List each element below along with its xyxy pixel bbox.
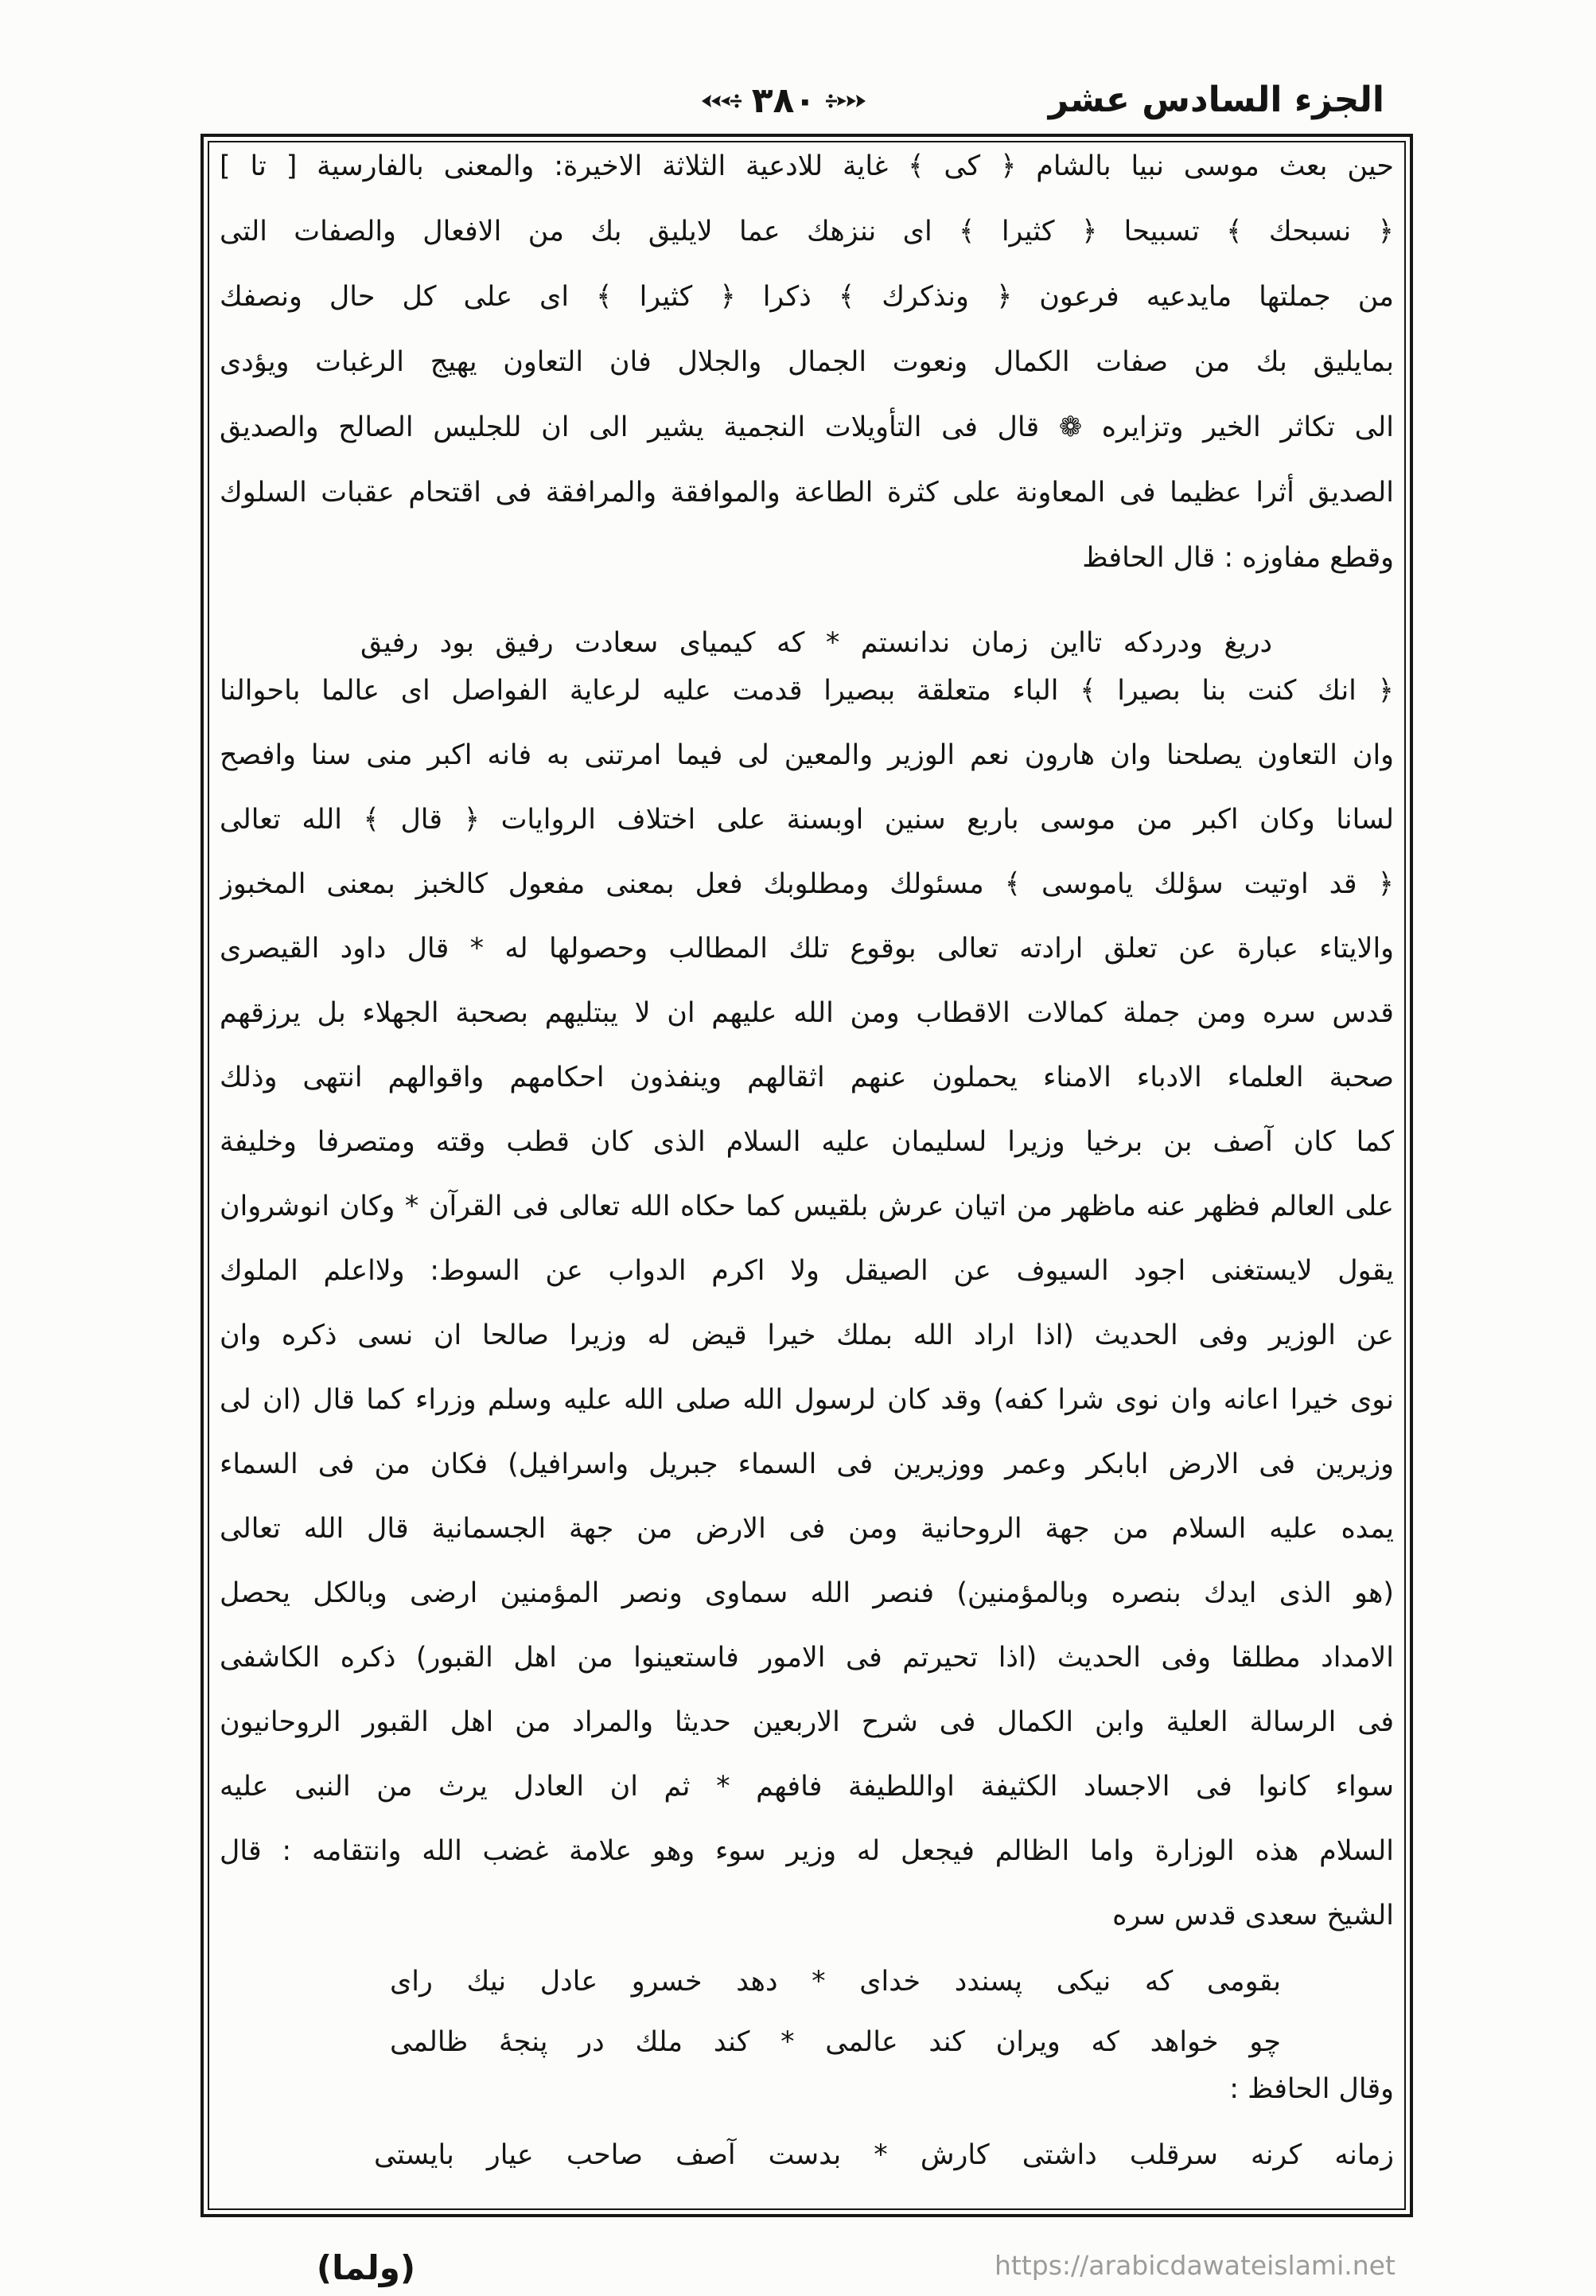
text-line: الى تكاثر الخير وتزايره ❁ قال فى التأويلات النجمية يشير الى ان للجليس الصالح والصديق	[220, 411, 1394, 443]
ornament-left-icon	[700, 90, 743, 112]
ornament-right-icon	[824, 90, 867, 112]
text-line: وان التعاون يصلحنا وان هارون نعم الوزير والمعين لى فيما امرتنى به فانه اكبر منى سنا وافصح	[220, 739, 1394, 771]
text-line: يمده عليه السلام من جهة الروحانية ومن فى الارض من جهة الجسمانية قال الله تعالى	[220, 1513, 1394, 1545]
text-line: وزيرين فى الارض ابابكر وعمر ووزيرين فى السماء جبريل واسرافيل) فكان من فى السماء	[220, 1448, 1394, 1480]
part-title: الجزء السادس عشر	[1048, 80, 1384, 120]
verse-line: دريغ ودردكه تااين زمان ندانستم * كه كيمياى سعادت رفيق بود رفيق	[360, 627, 1272, 659]
text-line: صحبة العلماء الادباء الامناء يحملون عنهم اثقالهم وينفذون احكامهم واقوالهم انتهى وذلك	[220, 1062, 1394, 1093]
text-line: لسانا وكان اكبر من موسى باربع سنين اوبسنة على اختلاف الروايات ﴿ قال ﴾ الله تعالى	[220, 804, 1394, 836]
verse-line: چو خواهد كه ويران كند عالمى * كند ملك در پنجهٔ ظالمى	[390, 2026, 1281, 2058]
text-line: نوى خيرا اعانه وان نوى شرا كفه) وقد كان لرسول الله صلى الله عليه وسلم وزراء كما قال (ان لى	[220, 1384, 1394, 1416]
verse-line: زمانه كرنه سرقلب داشتى كارش * بدست آصف صاحب عيار بايستى	[374, 2139, 1394, 2171]
text-line: الامداد مطلقا وفى الحديث (اذا تحيرتم فى الامور فاستعينوا من اهل القبور) ذكره الكاشفى	[220, 1642, 1394, 1674]
watermark: https://arabicdawateislami.net	[995, 2250, 1396, 2281]
text-line: على العالم فظهر عنه ماظهر من اتيان عرش بلقيس كما حكاه الله تعالى فى القرآن * وكان انوشروان	[220, 1191, 1394, 1222]
verse-intro	[220, 2069, 1394, 2109]
text-line: ﴿ قد اوتيت سؤلك ياموسى ﴾ مسئولك ومطلوبك فعل بمعنى مفعول كالخبز بمعنى المخبوز	[220, 868, 1394, 900]
text-block-2	[220, 659, 1394, 1948]
text-line: سواء كانوا فى الاجساد الكثيفة اواللطيفة فافهم * ثم ان العادل يرث من النبى عليه	[220, 1771, 1394, 1803]
text-line: ﴿ نسبحك ﴾ تسبيحا ﴿ كثيرا ﴾ اى ننزهك عما لايليق بك من الافعال والصفات التى	[220, 216, 1394, 248]
text-line: وقطع مفاوزه : قال الحافظ	[1082, 542, 1394, 574]
verse-block-2	[390, 1951, 1281, 2072]
text-line: قدس سره ومن جملة كمالات الاقطاب ومن الله عليهم ان لا يبتليهم بصحبة الجهلاء بل يرزقهم	[220, 997, 1394, 1029]
text-line: الصديق أثرا عظيما فى المعاونة على كثرة الطاعة والموافقة والمرافقة فى اقتحام عقبات السلوك	[220, 477, 1394, 509]
text-line: يقول لايستغنى اجود السيوف عن الصيقل ولا اكرم الدواب عن السوط: ولااعلم الملوك	[220, 1255, 1394, 1287]
text-line: وقال الحافظ :	[1229, 2073, 1394, 2105]
text-line: عن الوزير وفى الحديث (اذا اراد الله بملك خيرا قيض له وزيرا صالحا ان نسى ذكره وان	[220, 1320, 1394, 1351]
text-line: فى الرسالة العلية وابن الكمال فى شرح الاربعين حديثا والمراد من اهل القبور الروحانيون	[220, 1706, 1394, 1738]
catchword: (ولما)	[316, 2248, 416, 2287]
verse-line: بقومى كه نيكى پسندد خداى * دهد خسرو عادل نيك راى	[390, 1966, 1281, 1998]
text-line: السلام هذه الوزارة واما الظالم فيجعل له وزير سوء وهو علامة غضب الله وانتقامه : قال	[220, 1835, 1394, 1867]
page-number: ٣٨٠	[751, 80, 816, 121]
text-line: الشيخ سعدى قدس سره	[1112, 1900, 1394, 1932]
text-line: كما كان آصف بن برخيا وزيرا لسليمان عليه السلام الذى كان قطب وقته ومتصرفا وخليفة	[220, 1126, 1394, 1158]
text-line: بمايليق بك من صفات الكمال ونعوت الجمال والجلال فان التعاون يهيج الرغبات ويؤدى	[220, 346, 1394, 378]
page-number-group	[700, 78, 867, 124]
text-line: ﴿ انك كنت بنا بصيرا ﴾ الباء متعلقة ببصيرا قدمت عليه لرعاية الفواصل اى عالما باحوالنا	[220, 675, 1394, 707]
text-line: من جملتها مايدعيه فرعون ﴿ ونذكرك ﴾ ذكرا ﴿ كثيرا ﴾ اى على كل حال ونصفك	[220, 281, 1394, 313]
text-line: والايتاء عبارة عن تعلق ارادته تعالى بوقوع تلك المطالب وحصولها له * قال داود القيصرى	[220, 933, 1394, 965]
text-line: (هو الذى ايدك بنصره وبالمؤمنين) فنصر الله سماوى ونصر المؤمنين ارضى وبالكل يحصل	[220, 1577, 1394, 1609]
text-line: حين بعث موسى نبيا بالشام ﴿ كى ﴾ غاية للادعية الثلاثة الاخيرة: والمعنى بالفارسية [ تا ]	[220, 150, 1394, 182]
text-block-1	[220, 134, 1394, 591]
verse-block-3	[374, 2123, 1394, 2187]
